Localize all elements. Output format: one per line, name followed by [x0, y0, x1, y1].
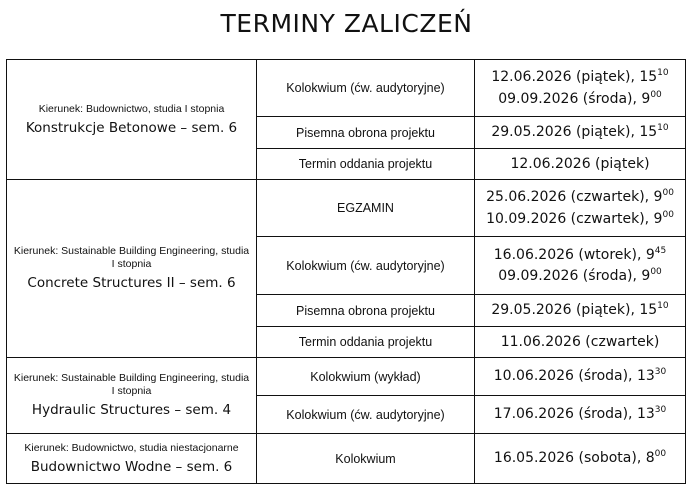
assessment-type: Termin oddania projektu — [257, 149, 475, 180]
assessment-type: Kolokwium (ćw. audytoryjne) — [257, 237, 475, 295]
assessment-type: Kolokwium — [257, 434, 475, 484]
date-line — [479, 90, 681, 108]
date-line — [479, 449, 681, 467]
assessment-type: Kolokwium (wykład) — [257, 358, 475, 396]
date-text: 17.06.2026 (środa), 13 — [493, 406, 655, 423]
date-minutes: 30 — [654, 367, 667, 378]
date-minutes: 00 — [650, 89, 662, 100]
date-line — [479, 405, 681, 423]
table-row — [7, 358, 686, 396]
date-cell — [475, 60, 686, 117]
course-cell — [7, 434, 257, 484]
date-text: 12.06.2026 (piątek) — [510, 155, 650, 172]
date-text: 16.06.2026 (wtorek), 9 — [493, 246, 655, 263]
page-title: TERMINY ZALICZEŃ — [220, 9, 473, 38]
table-row — [7, 60, 686, 117]
date-line — [479, 210, 681, 228]
date-text: 16.05.2026 (sobota), 8 — [493, 450, 655, 467]
table-row — [7, 434, 686, 484]
date-minutes: 00 — [654, 449, 667, 460]
date-cell — [475, 180, 686, 237]
course-name: Konstrukcje Betonowe – sem. 6 — [25, 119, 238, 136]
date-minutes: 00 — [662, 209, 674, 220]
course-direction: Kierunek: Sustainable Building Engineering, studia I stopnia — [13, 244, 250, 271]
course-cell — [7, 60, 257, 180]
date-text: 09.09.2026 (środa), 9 — [498, 90, 651, 107]
date-line — [479, 301, 681, 319]
date-minutes: 10 — [657, 301, 669, 312]
date-line — [479, 333, 681, 351]
date-minutes: 10 — [657, 68, 669, 79]
date-line — [479, 68, 681, 86]
date-cell — [475, 295, 686, 327]
date-line — [479, 267, 681, 285]
course-name: Concrete Structures II – sem. 6 — [27, 275, 236, 292]
date-cell — [475, 434, 686, 484]
course-direction: Kierunek: Sustainable Building Engineering, studia I stopnia — [13, 371, 250, 398]
assessment-type: Kolokwium (ćw. audytoryjne) — [257, 60, 475, 117]
date-cell — [475, 358, 686, 396]
date-text: 25.06.2026 (czwartek), 9 — [486, 189, 663, 206]
date-minutes: 00 — [650, 267, 662, 277]
date-line — [479, 367, 681, 385]
course-direction: Kierunek: Budownictwo, studia I stopnia — [38, 102, 225, 115]
date-cell — [475, 396, 686, 434]
date-cell — [475, 117, 686, 149]
course-direction: Kierunek: Budownictwo, studia niestacjonarne — [24, 441, 239, 454]
course-name: Hydraulic Structures – sem. 4 — [31, 402, 232, 419]
date-cell — [475, 327, 686, 358]
assessment-type: Kolokwium (ćw. audytoryjne) — [257, 396, 475, 434]
date-minutes: 30 — [654, 405, 667, 416]
date-minutes: 10 — [657, 123, 669, 134]
date-text: 10.06.2026 (środa), 13 — [493, 368, 655, 385]
assessment-type: Termin oddania projektu — [257, 327, 475, 358]
date-minutes: 00 — [662, 188, 674, 199]
assessment-type: EGZAMIN — [257, 180, 475, 237]
course-cell — [7, 358, 257, 434]
date-cell — [475, 237, 686, 295]
date-text: 09.09.2026 (środa), 9 — [498, 268, 651, 284]
course-name: Budownictwo Wodne – sem. 6 — [30, 458, 233, 475]
date-minutes: 45 — [654, 245, 667, 256]
assessment-type: Pisemna obrona projektu — [257, 117, 475, 149]
date-cell — [475, 149, 686, 180]
date-line — [479, 246, 681, 264]
date-text: 11.06.2026 (czwartek) — [500, 333, 660, 350]
date-text: 12.06.2026 (piątek), 15 — [491, 69, 658, 86]
table-row — [7, 180, 686, 237]
date-line — [479, 188, 681, 206]
assessment-type: Pisemna obrona projektu — [257, 295, 475, 327]
date-line — [479, 155, 681, 173]
schedule-table — [6, 59, 686, 484]
date-text: 29.05.2026 (piątek), 15 — [491, 124, 658, 141]
course-cell — [7, 180, 257, 358]
date-text: 29.05.2026 (piątek), 15 — [491, 302, 658, 319]
date-line — [479, 123, 681, 141]
schedule-body — [7, 60, 686, 484]
date-text: 10.09.2026 (czwartek), 9 — [486, 210, 663, 227]
